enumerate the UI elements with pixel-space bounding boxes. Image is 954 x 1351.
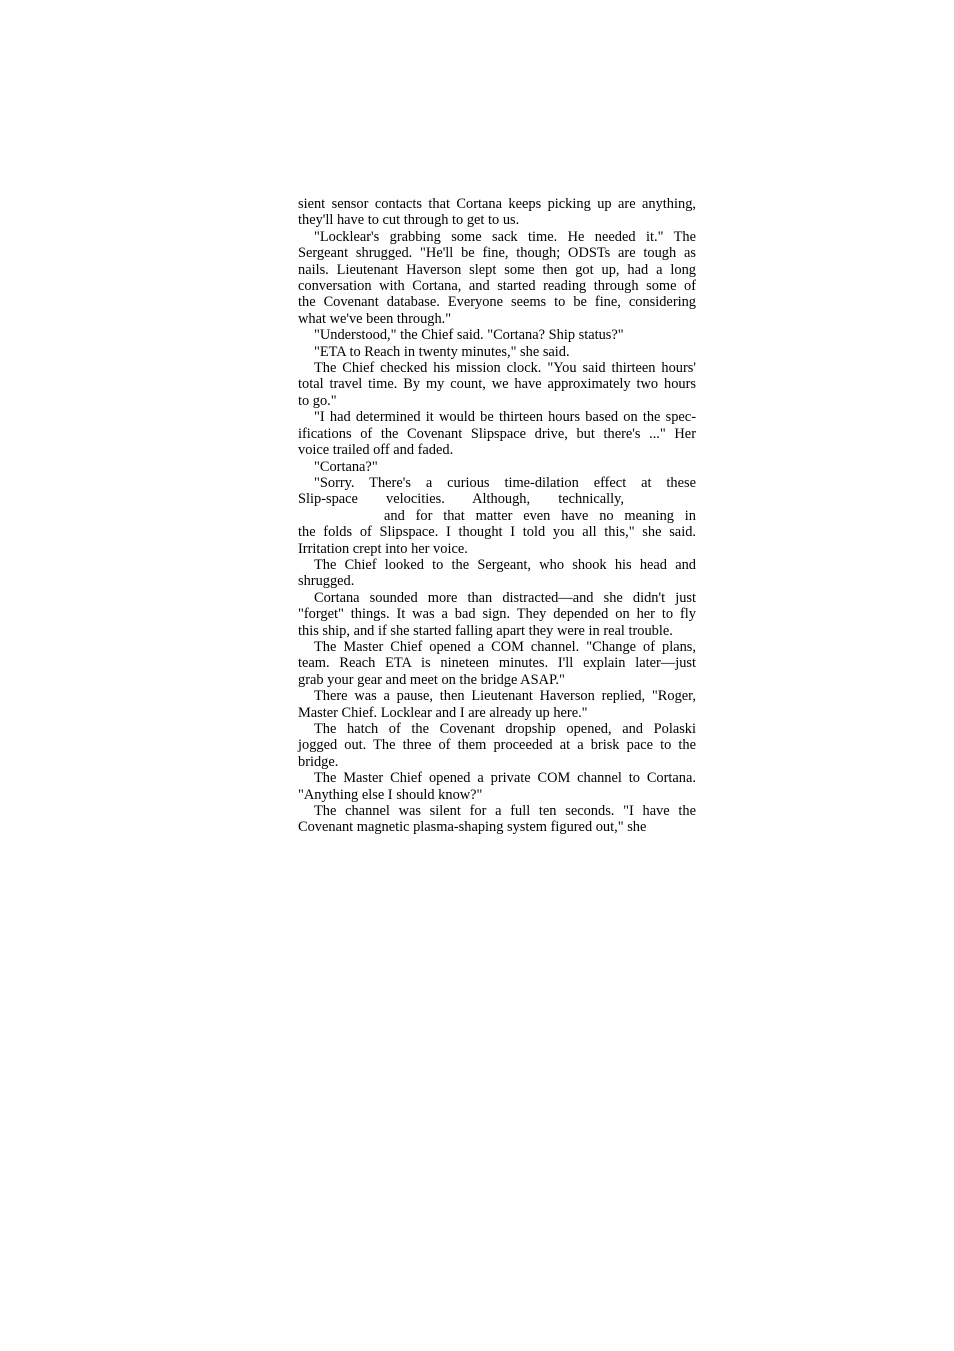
text-line: "forget" things. It was a bad sign. They depended on her to fly	[298, 606, 696, 623]
text-line: voice trailed off and faded.	[298, 442, 454, 459]
text-line: There was a pause, then Lieutenant Haverson replied, "Roger,	[314, 688, 696, 705]
text-line: "I had determined it would be thirteen hours based on the spec-	[314, 409, 696, 426]
text-line: "Locklear's grabbing some sack time. He needed it." The	[314, 228, 696, 245]
text-line: The Chief checked his mission clock. "You said thirteen hours'	[314, 360, 696, 377]
text-line: jogged out. The three of them proceeded at a brisk pace to the	[298, 737, 696, 754]
text-line: ifications of the Covenant Slipspace drive, but there's ..." Her	[298, 425, 696, 442]
text-line: Cortana sounded more than distracted—and she didn't just	[314, 589, 696, 606]
text-line: the Covenant database. Everyone seems to be fine, considering	[298, 294, 696, 311]
text-line: The Master Chief opened a COM channel. "Change of plans,	[314, 638, 696, 655]
text-line: this ship, and if she started falling apart they were in real trouble.	[298, 622, 673, 639]
text-line: to go."	[298, 392, 337, 409]
text-line: sient sensor contacts that Cortana keeps picking up are anything,	[298, 196, 696, 212]
text-line: the folds of Slipspace. I thought I told you all this," she said.	[298, 524, 696, 541]
text-line: "Sorry. There's a curious time-dilation effect at these	[314, 474, 696, 491]
text-line: Sergeant shrugged. "He'll be fine, though; ODSTs are tough as	[298, 245, 696, 262]
text-line: and for that matter even have no meaning in	[384, 507, 696, 524]
text-line: Slip-space velocities. Although, technically,	[298, 491, 624, 508]
text-line: "Cortana?"	[314, 458, 378, 475]
text-line: team. Reach ETA is nineteen minutes. I'll explain later—just	[298, 655, 696, 672]
text-line: total travel time. By my count, we have approximately two hours	[298, 376, 696, 393]
text-line: "Anything else I should know?"	[298, 786, 483, 803]
text-line: Covenant magnetic plasma-shaping system figured out," she	[298, 819, 647, 836]
text-line: Irritation crept into her voice.	[298, 540, 468, 557]
text-line: The Chief looked to the Sergeant, who shook his head and	[314, 556, 696, 573]
text-line: "Understood," the Chief said. "Cortana? Ship status?"	[314, 327, 624, 344]
body-text	[298, 196, 696, 836]
text-line: conversation with Cortana, and started reading through some of	[298, 278, 696, 295]
text-line: The channel was silent for a full ten seconds. "I have the	[314, 803, 696, 820]
text-line: shrugged.	[298, 573, 355, 590]
text-line: Master Chief. Locklear and I are already up here."	[298, 704, 588, 721]
text-line: nails. Lieutenant Haverson slept some then got up, had a long	[298, 261, 696, 278]
text-line: what we've been through."	[298, 310, 452, 327]
text-line: The Master Chief opened a private COM channel to Cortana.	[314, 770, 696, 787]
text-line: grab your gear and meet on the bridge ASAP."	[298, 671, 565, 688]
text-line: "ETA to Reach in twenty minutes," she said.	[314, 343, 570, 360]
text-line: they'll have to cut through to get to us.	[298, 212, 520, 229]
text-line: bridge.	[298, 753, 339, 770]
text-line: The hatch of the Covenant dropship opened, and Polaski	[314, 721, 696, 737]
